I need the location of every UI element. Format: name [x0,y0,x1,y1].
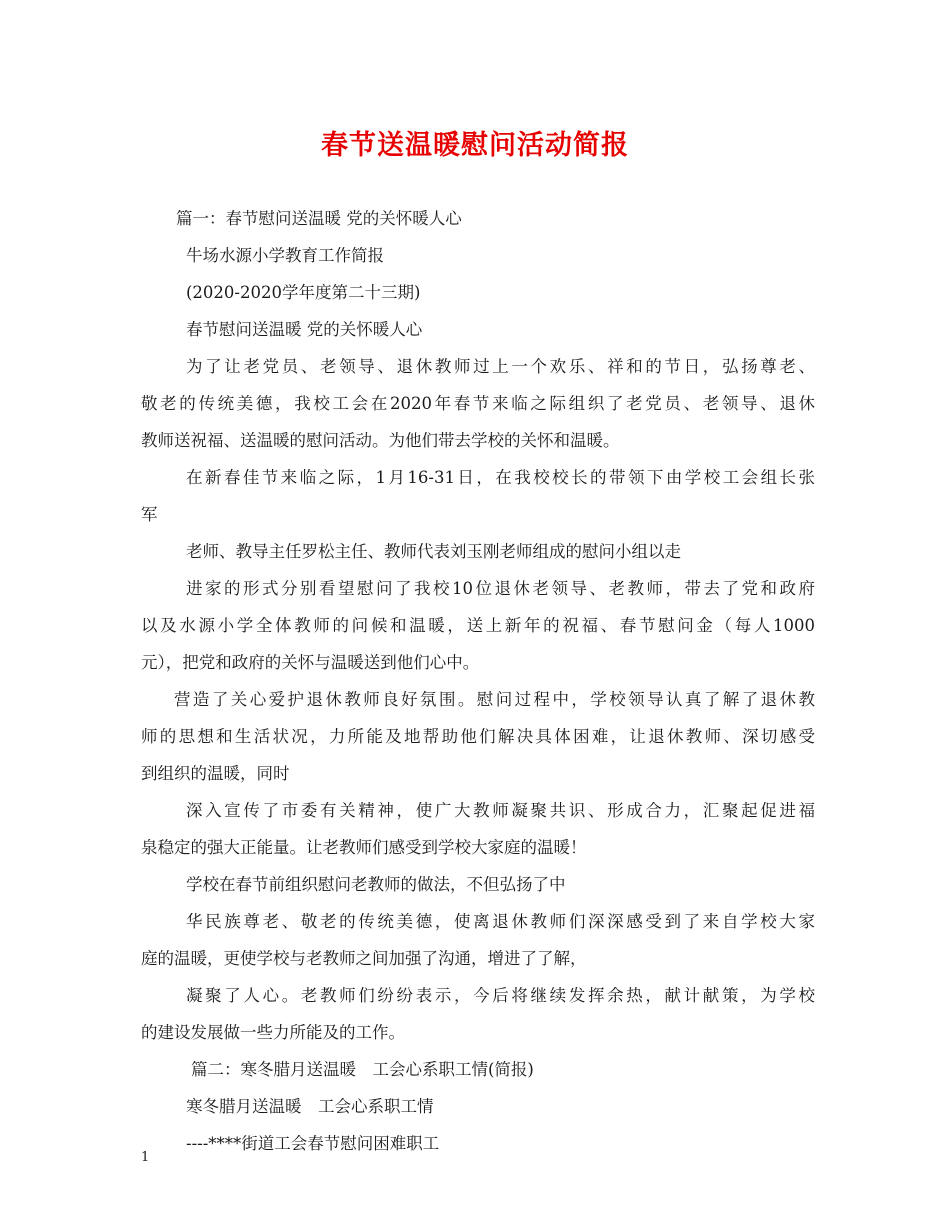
text-line: 以及水源小学全体教师的问候和温暖，送上新年的祝福、春节慰问金（每人1000 [141,616,815,635]
text-line: 泉稳定的强大正能量。让老教师们感受到学校大家庭的温暖！ [141,838,587,857]
document-title: 春节送温暖慰问活动简报 [321,130,629,161]
text-line: 营造了关心爱护退休教师良好氛围。慰问过程中，学校领导认真了解了退休教 [174,690,815,709]
text-line: 到组织的温暖，同时 [141,764,290,783]
page-number: 1 [141,1150,150,1165]
text-line: 老师、教导主任罗松主任、教师代表刘玉刚老师组成的慰问小组以走 [186,542,681,561]
text-line: 元），把党和政府的关怀与温暖送到他们心中。 [141,653,480,672]
text-line: 牛场水源小学教育工作简报 [186,246,384,265]
text-line: 为了让老党员、老领导、退休教师过上一个欢乐、祥和的节日，弘扬尊老、 [186,357,815,376]
text-line: 凝聚了人心。老教师们纷纷表示，今后将继续发挥余热，献计献策，为学校 [186,986,815,1005]
text-line: 军 [141,505,158,524]
text-line: 学校在春节前组织慰问老教师的做法，不但弘扬了中 [186,875,566,894]
text-line: 庭的温暖，更使学校与老教师之间加强了沟通，增进了了解， [141,949,587,968]
text-line: 华民族尊老、敬老的传统美德，使离退休教师们深深感受到了来自学校大家 [186,912,815,931]
text-line: 深入宣传了市委有关精神，使广大教师凝聚共识、形成合力，汇聚起促进福 [186,801,815,820]
text-line: 春节慰问送温暖 党的关怀暖人心 [186,320,423,339]
text-line: ----****街道工会春节慰问困难职工 [186,1134,440,1153]
text-line: 寒冬腊月送温暖 工会心系职工情 [186,1097,434,1116]
text-line: 进家的形式分别看望慰问了我校10位退休老领导、老教师，带去了党和政府 [186,579,815,598]
text-line: 师的思想和生活状况，力所能及地帮助他们解决具体困难，让退休教师、深切感受 [141,727,815,746]
section-heading: 篇一：春节慰问送温暖 党的关怀暖人心 [176,209,462,228]
text-line: 的建设发展做一些力所能及的工作。 [141,1023,405,1042]
text-line: (2020-2020学年度第二十三期) [186,283,421,302]
document-body [141,200,815,1162]
section-heading: 篇二：寒冬腊月送温暖 工会心系职工情(简报) [191,1060,534,1079]
text-line: 敬老的传统美德，我校工会在2020年春节来临之际组织了老党员、老领导、退休 [141,394,815,413]
text-line: 教师送祝福、送温暖的慰问活动。为他们带去学校的关怀和温暖。 [141,431,620,450]
text-line: 在新春佳节来临之际，1月16-31日，在我校校长的带领下由学校工会组长张 [186,468,815,487]
